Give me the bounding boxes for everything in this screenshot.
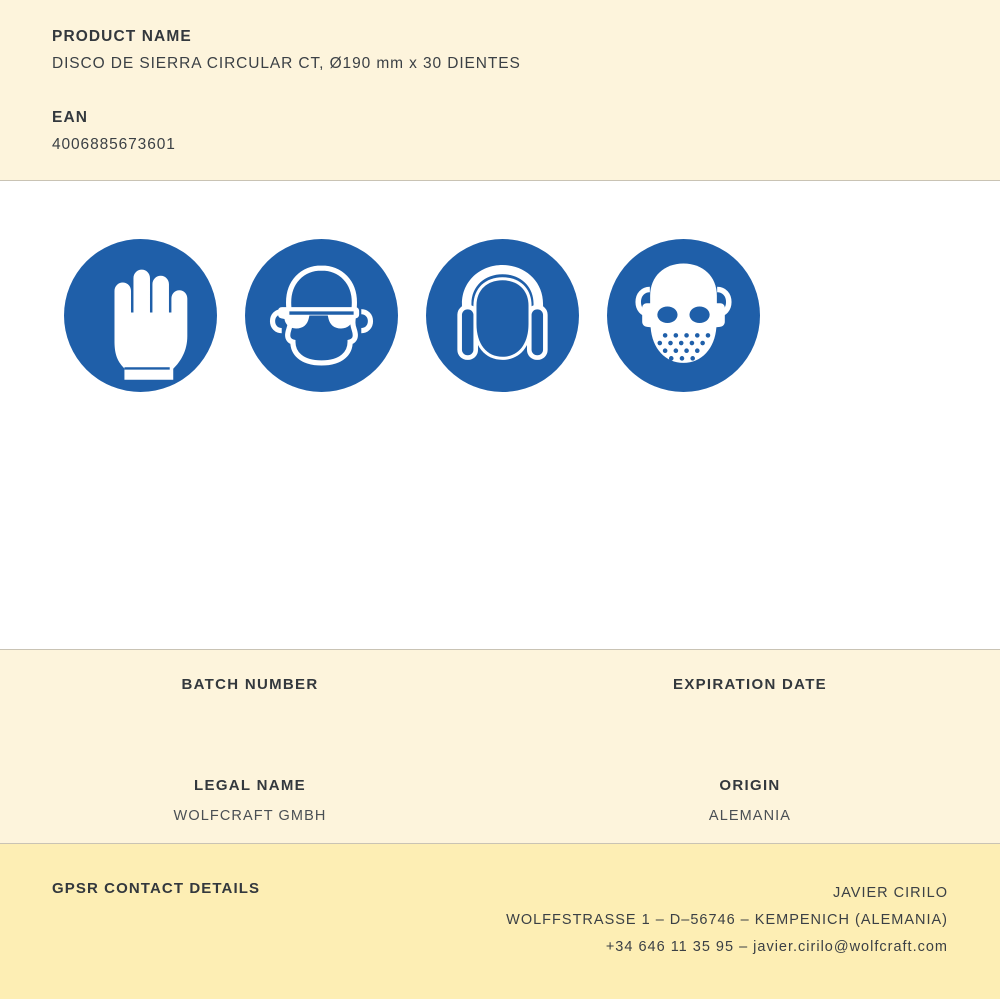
product-name-value: DISCO DE SIERRA CIRCULAR CT, Ø190 mm x 30 DIENTES: [52, 55, 521, 72]
gpsr-contact-footer: [0, 844, 1000, 999]
batch-expiration-row: [0, 676, 1000, 715]
origin-value: ALEMANIA: [708, 808, 792, 824]
expiration-date-group: [500, 676, 1000, 715]
product-name-group: [52, 28, 950, 73]
origin-group: [500, 777, 1000, 828]
ean-label: EAN: [52, 109, 89, 126]
batch-number-value: [0, 695, 500, 715]
wear-ear-protection-icon: [426, 239, 579, 392]
gpsr-contact-label: GPSR CONTACT DETAILS: [52, 880, 261, 897]
product-info-block: [0, 0, 1000, 181]
traceability-block: [0, 650, 1000, 844]
contact-address: WOLFFSTRASSE 1 – D–56746 – KEMPENICH (ALEMANIA): [506, 911, 948, 928]
ean-group: [52, 109, 950, 154]
batch-number-label: BATCH NUMBER: [181, 676, 319, 693]
batch-number-group: [0, 676, 500, 715]
legal-origin-row: [0, 777, 1000, 828]
legal-name-group: [0, 777, 500, 828]
legal-name-label: LEGAL NAME: [194, 777, 306, 794]
gpsr-contact-details: [506, 880, 948, 960]
wear-eye-protection-icon: [245, 239, 398, 392]
expiration-date-value: [500, 695, 1000, 715]
ean-value: 4006885673601: [52, 136, 176, 153]
pictogram-row: [64, 239, 1000, 392]
contact-name: JAVIER CIRILO: [832, 885, 948, 901]
expiration-date-label: EXPIRATION DATE: [673, 676, 827, 693]
wear-protective-gloves-icon: [64, 239, 217, 392]
origin-label: ORIGIN: [719, 777, 781, 794]
legal-name-value: WOLFCRAFT GMBH: [173, 808, 327, 824]
product-name-label: PRODUCT NAME: [52, 28, 192, 45]
safety-pictogram-band: [0, 181, 1000, 650]
contact-phone-email: +34 646 11 35 95 – javier.cirilo@wolfcraft.com: [605, 938, 948, 955]
wear-respiratory-protection-icon: [607, 239, 760, 392]
